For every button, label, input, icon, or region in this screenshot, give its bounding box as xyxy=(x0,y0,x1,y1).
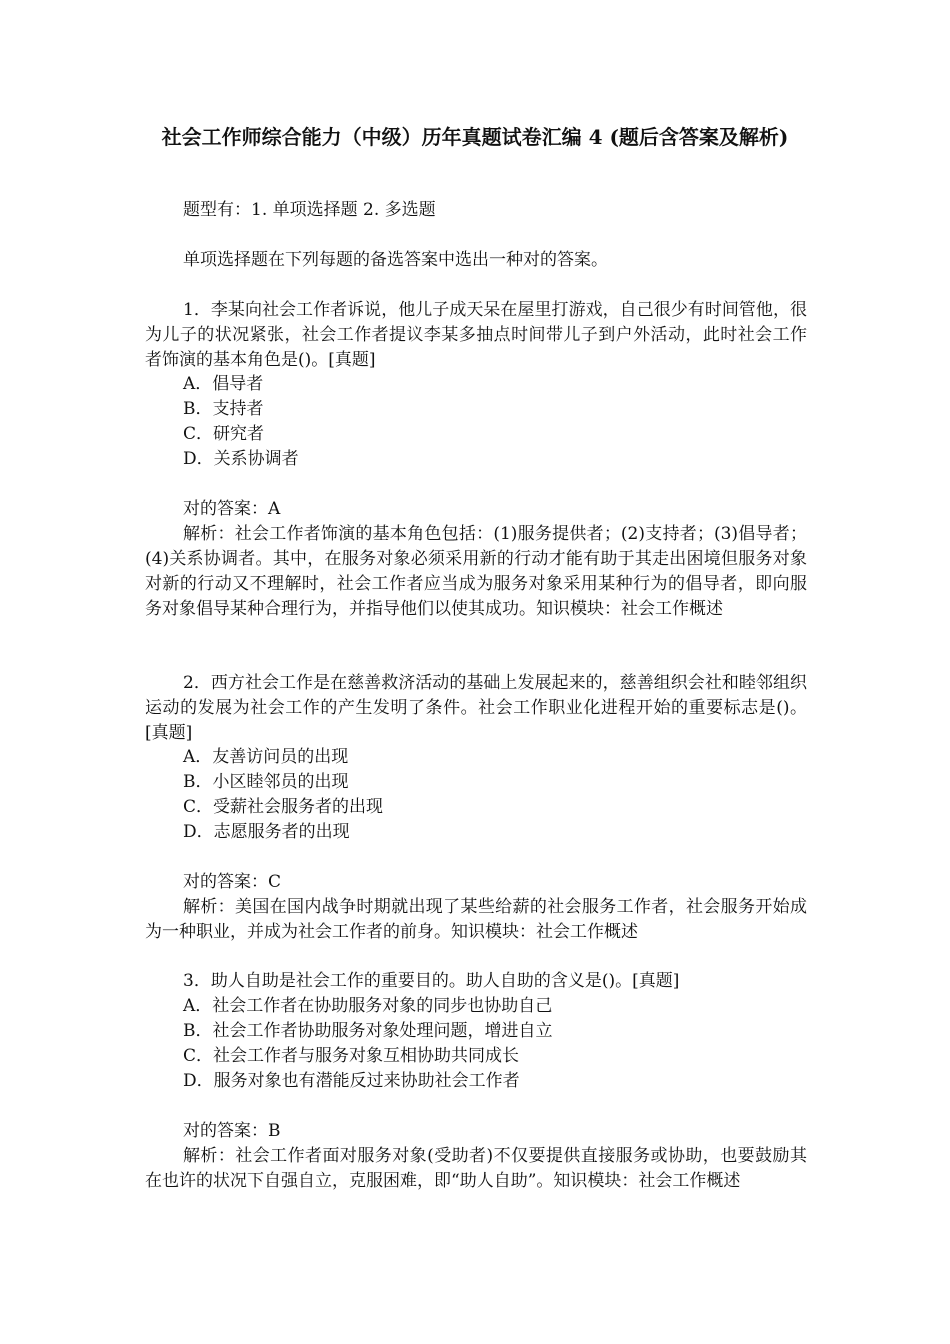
question-2-option-a: A．友善访问员的出现 xyxy=(183,747,349,767)
question-3-option-c: C．社会工作者与服务对象互相协助共同成长 xyxy=(183,1046,520,1066)
question-3-option-d: D．服务对象也有潜能反过来协助社会工作者 xyxy=(183,1071,520,1091)
question-1-option-d: D．关系协调者 xyxy=(183,449,299,469)
question-types-line: 题型有：1. 单项选择题 2. 多选题 xyxy=(183,200,436,220)
question-1-stem: 1．李某向社会工作者诉说，他儿子成天呆在屋里打游戏，自己很少有时间管他，很为儿子的状况紧张，社会工作者提议李某多抽点时间带儿子到户外活动，此时社会工作者饰演的基本角色是()。[真题] xyxy=(145,300,807,370)
question-3-stem: 3．助人自助是社会工作的重要目的。助人自助的含义是()。[真题] xyxy=(183,971,680,991)
page-title: 社会工作师综合能力（中级）历年真题试卷汇编 4 (题后含答案及解析) xyxy=(161,125,789,149)
question-1-option-c: C．研究者 xyxy=(183,424,265,444)
question-3-option-a: A．社会工作者在协助服务对象的同步也协助自己 xyxy=(183,996,553,1016)
question-2-analysis: 解析：美国在国内战争时期就出现了某些给薪的社会服务工作者，社会服务开始成为一种职业，并成为社会工作者的前身。知识模块：社会工作概述 xyxy=(145,897,807,942)
question-2-stem: 2．西方社会工作是在慈善救济活动的基础上发展起来的，慈善组织会社和睦邻组织运动的发展为社会工作的产生发明了条件。社会工作职业化进程开始的重要标志是()。[真题] xyxy=(145,673,807,743)
question-2-answer: 对的答案：C xyxy=(183,872,282,892)
question-3-analysis: 解析：社会工作者面对服务对象(受助者)不仅要提供直接服务或协助，也要鼓励其在也许的状况下自强自立，克服困难，即“助人自助”。知识模块：社会工作概述 xyxy=(145,1146,807,1191)
question-1-analysis: 解析：社会工作者饰演的基本角色包括：(1)服务提供者；(2)支持者；(3)倡导者；(4)关系协调者。其中，在服务对象必须采用新的行动才能有助于其走出困境但服务对象对新的行动又不理解时，社会工作者应当成为服务对象采用某种行为的倡导者，即向服务对象倡导某种合理行为，并指导他们以使其成功。知识模块：社会工作概述 xyxy=(145,524,807,619)
question-3-option-b: B．社会工作者协助服务对象处理问题，增进自立 xyxy=(183,1021,553,1041)
question-1-option-b: B．支持者 xyxy=(183,399,264,419)
question-1-option-a: A．倡导者 xyxy=(183,374,264,394)
question-2-option-c: C．受薪社会服务者的出现 xyxy=(183,797,384,817)
question-2-option-d: D．志愿服务者的出现 xyxy=(183,822,350,842)
question-3-answer: 对的答案：B xyxy=(183,1121,281,1141)
question-2-option-b: B．小区睦邻员的出现 xyxy=(183,772,349,792)
section-intro: 单项选择题在下列每题的备选答案中选出一种对的答案。 xyxy=(183,250,608,270)
question-1-answer: 对的答案：A xyxy=(183,499,281,519)
